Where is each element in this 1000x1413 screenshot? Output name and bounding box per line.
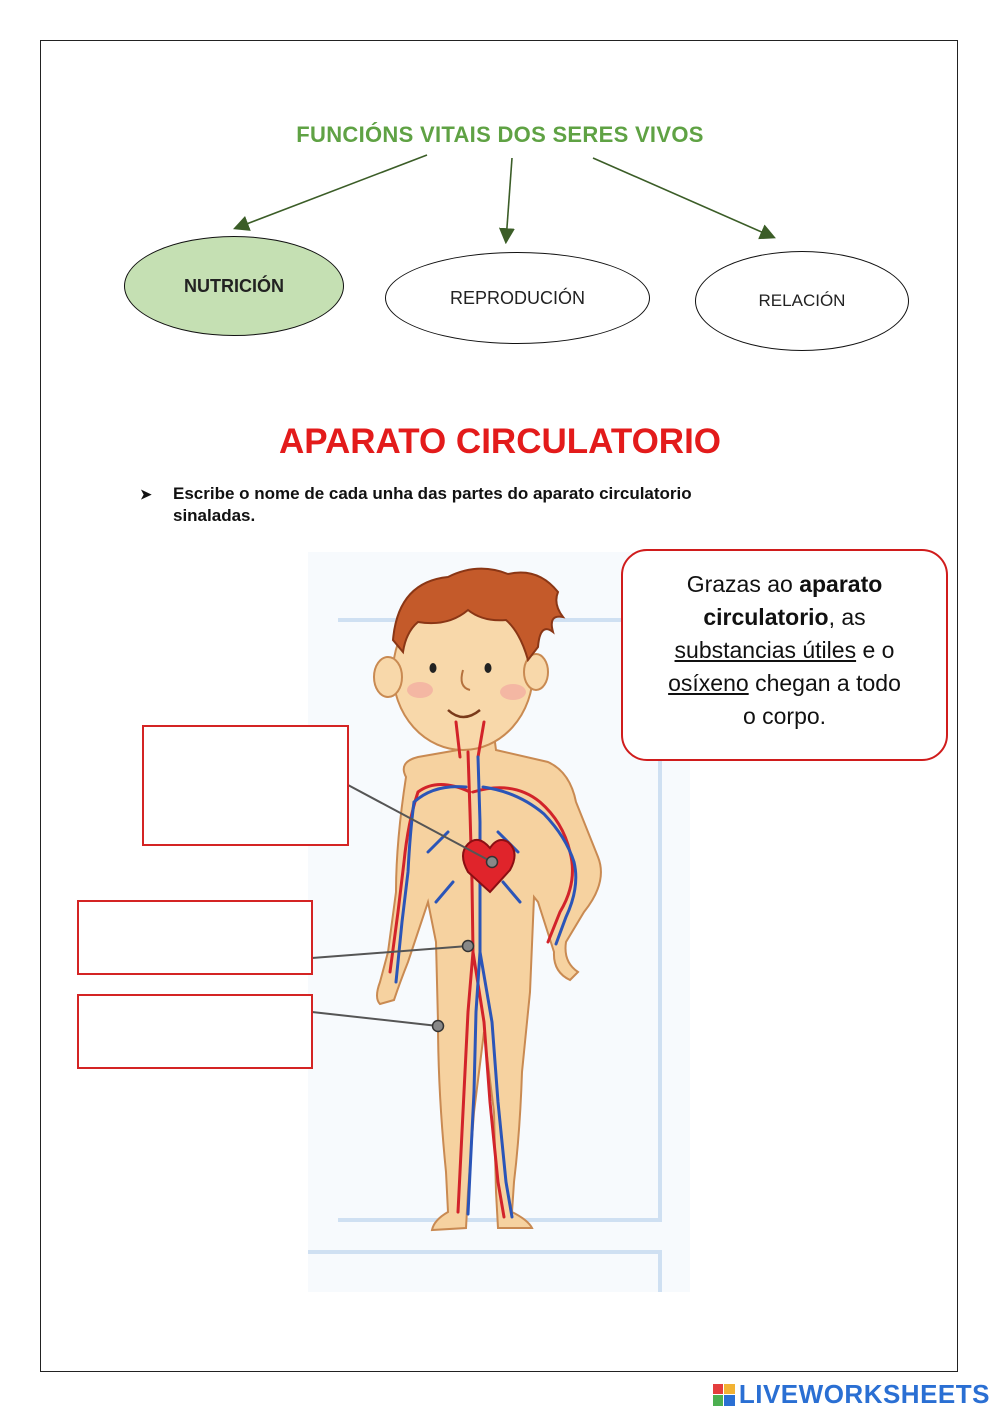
info-bubble bbox=[621, 549, 948, 761]
bubble-underline-2: osíxeno bbox=[668, 670, 749, 696]
oval-reproducion bbox=[385, 252, 650, 344]
oval-reproducion-label: REPRODUCIÓN bbox=[449, 287, 585, 308]
oval-nutricion bbox=[124, 236, 344, 336]
bubble-bold-1: aparato bbox=[799, 571, 883, 597]
liveworksheets-brand bbox=[713, 1379, 990, 1410]
oval-relacion bbox=[695, 251, 909, 351]
answer-box-heart[interactable] bbox=[142, 725, 349, 846]
bubble-text-2: , as bbox=[828, 604, 866, 630]
bubble-text-4: chegan a todo bbox=[748, 670, 901, 696]
instruction-line-2: sinaladas. bbox=[173, 506, 256, 525]
oval-relacion-label: RELACIÓN bbox=[758, 291, 846, 310]
bubble-text-1: Grazas ao bbox=[686, 571, 800, 597]
vital-functions-title: FUNCIÓNS VITAIS DOS SERES VIVOS bbox=[296, 122, 704, 147]
arrow-bullet-icon: ➤ bbox=[140, 486, 152, 502]
arrow-to-reproducion bbox=[506, 158, 512, 241]
bubble-text-3: e o bbox=[856, 637, 895, 663]
arrow-to-nutricion bbox=[236, 155, 427, 228]
oval-nutricion-label: NUTRICIÓN bbox=[184, 275, 284, 296]
answer-box-artery[interactable] bbox=[77, 900, 313, 975]
brand-name: LIVEWORKSHEETS bbox=[738, 1379, 990, 1409]
bubble-text-5: o corpo. bbox=[742, 703, 827, 729]
instruction bbox=[140, 483, 840, 527]
answer-box-vein[interactable] bbox=[77, 994, 313, 1069]
arrow-to-relacion bbox=[593, 158, 773, 237]
section-title: APARATO CIRCULATORIO bbox=[278, 422, 722, 461]
bubble-underline-1: substancias útiles bbox=[674, 637, 857, 663]
instruction-line-1: Escribe o nome de cada unha das partes do aparato circulatorio bbox=[173, 484, 692, 503]
bubble-bold-2: circulatorio bbox=[703, 604, 829, 630]
liveworksheets-logo-icon bbox=[713, 1384, 735, 1406]
